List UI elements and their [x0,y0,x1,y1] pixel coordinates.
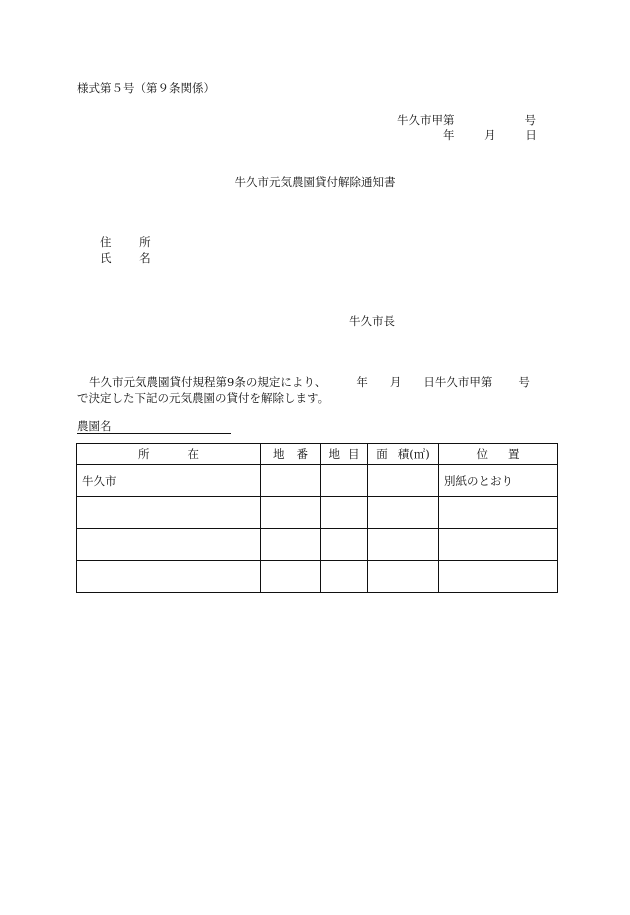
document-number-suffix: 号 [524,113,536,127]
cell-area [368,497,439,529]
cell-location [77,529,261,561]
body-day-ref: 日牛久市甲第 [423,375,493,389]
cell-location [77,497,261,529]
cell-area [368,529,439,561]
cell-area [368,465,439,497]
document-number-prefix: 牛久市甲第 [397,113,455,127]
cell-position: 別紙のとおり [439,465,558,497]
cell-lot [261,529,321,561]
cell-position [439,497,558,529]
body-num: 号 [518,375,530,389]
cell-lot [261,465,321,497]
date-month: 月 [484,128,496,142]
document-title: 牛久市元気農園貸付解除通知書 [234,175,396,189]
header-area: 面 積(㎡) [368,444,439,465]
cell-category [321,529,368,561]
body-year: 年 [356,375,368,389]
cell-category [321,561,368,593]
header-position: 位 置 [439,444,558,465]
table-header-row [77,444,558,465]
address-label-char-2: 所 [139,235,151,249]
header-lot-number: 地 番 [261,444,321,465]
header-location: 所 在 [77,444,261,465]
table-row [77,465,558,497]
cell-location: 牛久市 [77,465,261,497]
cell-lot [261,497,321,529]
cell-location [77,561,261,593]
table-row [77,497,558,529]
body-line-2: で決定した下記の元気農園の貸付を解除します。 [77,391,330,405]
table-row [77,529,558,561]
cell-lot [261,561,321,593]
recipient-address-label [100,236,151,250]
name-label-char-2: 名 [139,251,151,265]
date-year: 年 [443,128,455,142]
body-text: 牛久市元気農園貸付規程第9条の規定により、 [89,375,327,389]
recipient-name-label [100,252,151,266]
issue-date [443,129,537,143]
table-row [77,561,558,593]
plot-table [76,443,558,593]
issuer: 牛久市長 [349,314,395,328]
date-day: 日 [525,128,537,142]
document-number [397,114,536,128]
cell-position [439,561,558,593]
header-land-category: 地 目 [321,444,368,465]
body-line-1 [89,376,530,390]
address-label-char-1: 住 [100,235,112,249]
name-label-char-1: 氏 [100,251,112,265]
cell-category [321,497,368,529]
farm-name-label: 農園名 [77,419,112,433]
cell-category [321,465,368,497]
body-month: 月 [389,375,402,389]
cell-position [439,529,558,561]
form-number: 様式第５号（第９条関係） [77,81,215,95]
farm-name-underline [77,433,231,434]
cell-area [368,561,439,593]
